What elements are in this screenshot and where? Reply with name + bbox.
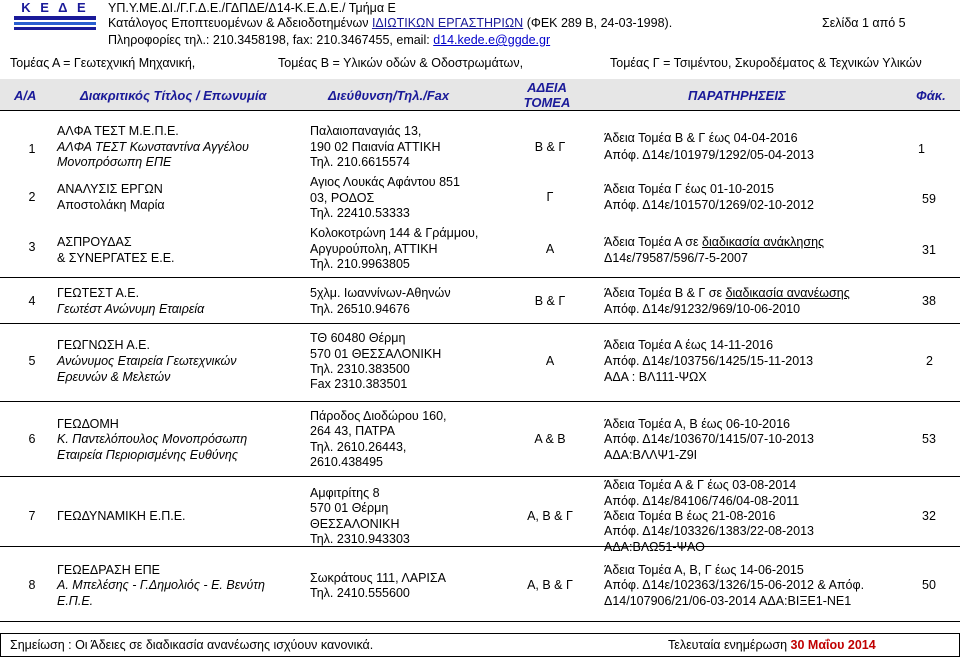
email-link[interactable]: d14.kede.e@ggde.gr	[433, 33, 551, 47]
rule	[0, 401, 960, 402]
row-1-addr3: Τηλ. 210.6615574	[310, 155, 410, 169]
row-5-addr4: Fax 2310.383501	[310, 377, 408, 391]
row-8-note1: Άδεια Τομέα Α, Β, Γ έως 14-06-2015	[604, 563, 804, 577]
col-aa: Α/Α	[14, 88, 37, 103]
row-3-addr2: Αργυρούπολη, ΑΤΤΙΚΗ	[310, 242, 438, 256]
row-1-sub1: ΑΛΦΑ ΤΕΣΤ Κωνσταντίνα Αγγέλου	[57, 140, 249, 154]
row-3-aa: 3	[28, 240, 36, 254]
row-8-name: ΓΕΩΕΔΡΑΣΗ ΕΠΕ	[57, 563, 160, 577]
col-address: Διεύθυνση/Τηλ./Fax	[328, 88, 450, 103]
row-8-folder: 50	[922, 578, 936, 592]
rule	[0, 323, 960, 324]
row-8-addr2: Τηλ. 2410.555600	[310, 586, 410, 600]
row-2-folder: 59	[922, 192, 936, 206]
col-license: ΑΔΕΙΑ ΤΟΜΕΑ	[523, 80, 571, 110]
row-2-sub1: Αποστολάκη Μαρία	[57, 198, 165, 212]
row-6-addr1: Πάροδος Διοδώρου 160,	[310, 409, 447, 423]
row-3-name: ΑΣΠΡΟΥΔΑΣ	[57, 235, 132, 249]
row-8-note2: Απόφ. Δ14ε/102363/1326/15-06-2012 & Απόφ.	[604, 578, 865, 592]
row-3-addr1: Κολοκοτρώνη 144 & Γράμμου,	[310, 226, 479, 240]
rule	[0, 621, 960, 622]
row-3-sub1: & ΣΥΝΕΡΓΑΤΕΣ Ε.Ε.	[57, 251, 175, 265]
rule	[0, 476, 960, 477]
row-2-addr2: 03, ΡΟΔΟΣ	[310, 191, 375, 205]
row-7-sector: Α, Β & Γ	[527, 509, 573, 523]
row-5-addr1: ΤΘ 60480 Θέρμη	[310, 331, 406, 345]
row-1-folder: 1	[918, 142, 925, 156]
row-1-sub2: Μονοπρόσωπη ΕΠΕ	[57, 155, 172, 169]
row-4-addr2: Τηλ. 26510.94676	[310, 302, 410, 316]
row-2-addr3: Τηλ. 22410.53333	[310, 206, 410, 220]
row-8-addr1: Σωκράτους 111, ΛΑΡΙΣΑ	[310, 571, 446, 585]
labs-highlight: ΙΔΙΩΤΙΚΩΝ ΕΡΓΑΣΤΗΡΙΩΝ	[371, 16, 524, 30]
row-3-folder: 31	[922, 243, 936, 257]
col-title: Διακριτικός Τίτλος / Επωνυμία	[80, 88, 267, 103]
row-6-name: ΓΕΩΔΟΜΗ	[57, 417, 119, 431]
row-6-addr3: Τηλ. 2610.26443,	[310, 440, 407, 454]
row-7-note1: Άδεια Τομέα Α & Γ έως 03-08-2014	[604, 478, 797, 492]
row-1-name: ΑΛΦΑ ΤΕΣΤ Μ.Ε.Π.Ε.	[57, 124, 179, 138]
row-5-addr2: 570 01 ΘΕΣΣΑΛΟΝΙΚΗ	[310, 347, 442, 361]
sector-a-legend: Τομέας Α = Γεωτεχνική Μηχανική,	[10, 56, 196, 70]
kede-logo	[10, 0, 100, 32]
header-line2: Κατάλογος Εποπτευομένων & Αδειοδοτημένων ΙΔΙΩΤΙΚΩΝ ΕΡΓΑΣΤΗΡΙΩΝ (ΦΕΚ 289 Β, 24-03-1998).	[108, 16, 673, 30]
sector-c-legend: Τομέας Γ = Τσιμέντου, Σκυροδέματος & Τεχνικών Υλικών	[610, 56, 922, 70]
row-1-addr2: 190 02 Παιανία ΑΤΤΙΚΗ	[310, 140, 441, 154]
row-5-sub2: Ερευνών & Μελετών	[57, 370, 171, 384]
row-5-folder: 2	[926, 354, 933, 368]
row-6-sub2: Εταιρεία Περιορισμένης Ευθύνης	[57, 448, 238, 462]
row-1-sector: Β & Γ	[534, 140, 566, 154]
row-7-name: ΓΕΩΔΥΝΑΜΙΚΗ Ε.Π.Ε.	[57, 509, 186, 523]
logo-text: Κ Ε Δ Ε	[21, 0, 89, 15]
row-5-addr3: Τηλ. 2310.383500	[310, 362, 410, 376]
row-3-note2: Δ14ε/79587/596/7-5-2007	[604, 251, 748, 265]
row-4-sub1: Γεωτέστ Ανώνυμη Εταιρεία	[57, 302, 205, 316]
row-6-sector: Α & Β	[534, 432, 566, 446]
col-folder: Φάκ.	[916, 88, 946, 103]
row-7-addr1: Αμφιτρίτης 8	[310, 486, 380, 500]
row-8-aa: 8	[28, 578, 36, 592]
row-7-note5: ΑΔΑ:ΒΛΩ51-ΨΑΘ	[604, 540, 705, 554]
row-6-addr4: 2610.438495	[310, 455, 383, 469]
row-7-note4: Απόφ. Δ14ε/103326/1383/22-08-2013	[604, 524, 814, 538]
row-4-name: ΓΕΩΤΕΣΤ Α.Ε.	[57, 286, 140, 300]
row-4-aa: 4	[28, 294, 36, 308]
row-5-note2: Απόφ. Δ14ε/103756/1425/15-11-2013	[604, 354, 814, 368]
row-6-sub1: Κ. Παντελόπουλος Μονοπρόσωπη	[57, 432, 248, 446]
row-2-note2: Απόφ. Δ14ε/101570/1269/02-10-2012	[604, 198, 814, 212]
row-4-renewal: διαδικασία ανανέωσης	[725, 286, 850, 300]
row-6-addr2: 264 43, ΠΑΤΡΑ	[310, 424, 395, 438]
row-2-aa: 2	[28, 190, 36, 204]
row-7-aa: 7	[28, 509, 36, 523]
row-5-name: ΓΕΩΓΝΩΣΗ Α.Ε.	[57, 338, 150, 352]
row-5-sub1: Ανώνυμος Εταιρεία Γεωτεχνικών	[57, 354, 237, 368]
row-3-addr3: Τηλ. 210.9963805	[310, 257, 410, 271]
row-1-note1: Άδεια Τομέα Β & Γ έως 04-04-2016	[604, 131, 798, 145]
row-8-note3: Δ14/107906/21/06-03-2014 ΑΔΑ:ΒΙΞΕ1-ΝΕ1	[604, 594, 852, 608]
footer-note: Σημείωση : Οι Άδειες σε διαδικασία ανανέωσης ισχύουν κανονικά.	[10, 638, 374, 652]
row-8-sub2: Ε.Π.Ε.	[57, 594, 94, 608]
row-7-addr4: Τηλ. 2310.943303	[310, 532, 410, 546]
header-line1: ΥΠ.Υ.ΜΕ.ΔΙ./Γ.Γ.Δ.Ε./ΓΔΠΔΕ/Δ14-Κ.Ε.Δ.Ε./ Τμήμα Ε	[108, 1, 396, 15]
row-2-addr1: Αγιος Λουκάς Αφάντου 851	[310, 175, 460, 189]
footer-updated: Τελευταία ενημέρωση 30 Μαΐου 2014	[668, 638, 876, 652]
row-6-note3: ΑΔΑ:ΒΛΛΨ1-Ζ9Ι	[604, 448, 698, 462]
row-5-sector: Α	[545, 354, 555, 368]
header-line3: Πληροφορίες τηλ.: 210.3458198, fax: 210.3467455, email: d14.kede.e@ggde.gr	[108, 33, 551, 47]
row-8-sub1: Α. Μπελέσης - Γ.Δημολιός - Ε. Βενύτη	[57, 578, 265, 592]
row-7-folder: 32	[922, 509, 936, 523]
row-1-note2: Απόφ. Δ14ε/101979/1292/05-04-2013	[604, 148, 814, 162]
row-8-sector: Α, Β & Γ	[527, 578, 573, 592]
row-5-note1: Άδεια Τομέα Α έως 14-11-2016	[604, 338, 774, 352]
row-4-folder: 38	[922, 294, 936, 308]
rule	[0, 110, 960, 111]
rule	[0, 546, 960, 547]
rule	[0, 277, 960, 278]
row-2-note1: Άδεια Τομέα Γ έως 01-10-2015	[604, 182, 774, 196]
row-7-addr2: 570 01 Θέρμη	[310, 501, 389, 515]
row-6-note1: Άδεια Τομέα Α, Β έως 06-10-2016	[604, 417, 790, 431]
row-7-note2: Απόφ. Δ14ε/84106/746/04-08-2011	[604, 494, 800, 508]
row-4-sector: Β & Γ	[534, 294, 566, 308]
row-4-note2: Απόφ. Δ14ε/91232/969/10-06-2010	[604, 302, 801, 316]
col-notes: ΠΑΡΑΤΗΡΗΣΕΙΣ	[688, 88, 786, 103]
row-7-note3: Άδεια Τομέα Β έως 21-08-2016	[604, 509, 776, 523]
row-4-note1: Άδεια Τομέα Β & Γ σε διαδικασία ανανέωσης	[604, 286, 850, 300]
sector-b-legend: Τομέας Β = Υλικών οδών & Οδοστρωμάτων,	[278, 56, 524, 70]
row-7-addr3: ΘΕΣΣΑΛΟΝΙΚΗ	[310, 517, 400, 531]
row-3-revocation: διαδικασία ανάκλησης	[702, 235, 825, 249]
row-4-addr1: 5χλμ. Ιωαννίνων-Αθηνών	[310, 286, 451, 300]
row-3-sector: Α	[545, 242, 555, 256]
row-1-addr1: Παλαιοπαναγιάς 13,	[310, 124, 422, 138]
footer-date: 30 Μαΐου 2014	[790, 638, 876, 652]
row-6-folder: 53	[922, 432, 936, 446]
row-2-name: ΑΝΑΛΥΣΙΣ ΕΡΓΩΝ	[57, 182, 163, 196]
row-5-note3: ΑΔΑ : ΒΛ111-ΨΩΧ	[604, 370, 707, 384]
row-5-aa: 5	[28, 354, 36, 368]
row-1-aa: 1	[28, 142, 36, 156]
row-6-note2: Απόφ. Δ14ε/103670/1415/07-10-2013	[604, 432, 814, 446]
row-2-sector: Γ	[546, 190, 554, 204]
row-3-note1: Άδεια Τομέα Α σε διαδικασία ανάκλησης	[604, 235, 825, 249]
page-indicator: Σελίδα 1 από 5	[822, 16, 906, 30]
row-6-aa: 6	[28, 432, 36, 446]
